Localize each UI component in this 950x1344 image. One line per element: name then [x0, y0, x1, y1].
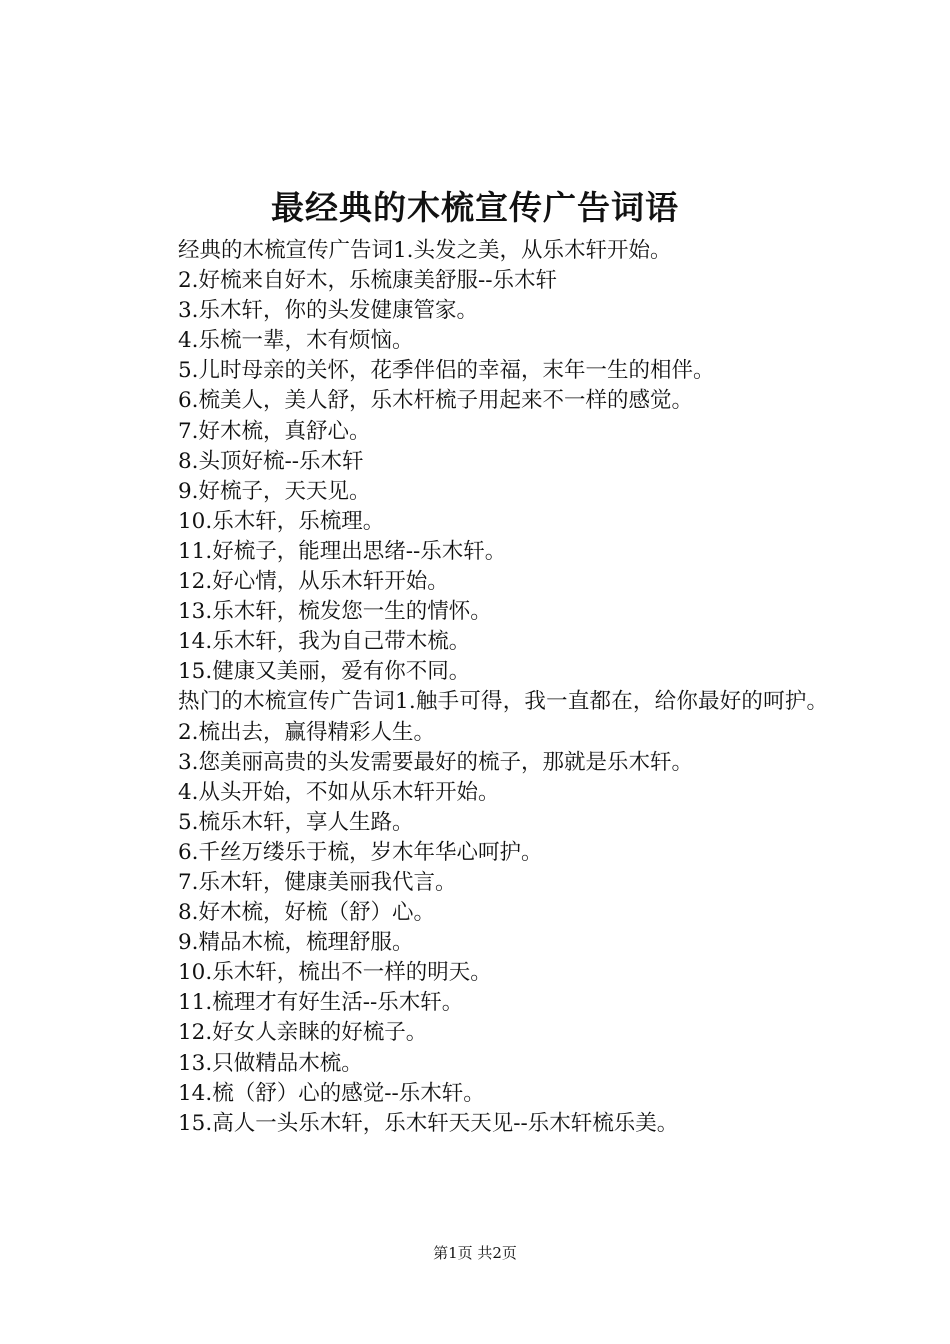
- list-item: 6.梳美人，美人舒，乐木杆梳子用起来不一样的感觉。: [178, 388, 694, 414]
- page-title: 最经典的木梳宣传广告词语: [271, 188, 679, 227]
- list-item: 8.好木梳，好梳（舒）心。: [178, 900, 436, 926]
- list-item: 4.乐梳一辈，木有烦恼。: [178, 328, 414, 354]
- section2-intro: 热门的木梳宣传广告词1.触手可得，我一直都在，给你最好的呵护。: [178, 689, 829, 715]
- list-item: 15.高人一头乐木轩，乐木轩天天见--乐木轩梳乐美。: [178, 1110, 679, 1136]
- page-footer: 第1页 共2页: [433, 1244, 517, 1262]
- section1-intro: 经典的木梳宣传广告词1.头发之美，从乐木轩开始。: [178, 238, 672, 263]
- list-item: 5.儿时母亲的关怀，花季伴侣的幸福，末年一生的相伴。: [178, 358, 715, 384]
- list-item: 4.从头开始，不如从乐木轩开始。: [178, 779, 500, 805]
- list-item: 12.好心情，从乐木轩开始。: [178, 569, 449, 595]
- list-item: 15.健康又美丽，爱有你不同。: [178, 659, 471, 685]
- list-item: 10.乐木轩，乐梳理。: [178, 508, 385, 534]
- document-body: [130, 236, 840, 1139]
- list-item: 7.好木梳，真舒心。: [178, 418, 371, 444]
- list-item: 3.您美丽高贵的头发需要最好的梳子，那就是乐木轩。: [178, 749, 694, 775]
- list-item: 8.头顶好梳--乐木轩: [178, 448, 364, 474]
- list-item: 11.好梳子，能理出思绪--乐木轩。: [178, 538, 507, 564]
- list-item: 11.梳理才有好生活--乐木轩。: [178, 990, 464, 1016]
- list-item: 5.梳乐木轩，享人生路。: [178, 809, 414, 835]
- list-item: 2.梳出去，赢得精彩人生。: [178, 719, 436, 745]
- list-item: 13.乐木轩，梳发您一生的情怀。: [178, 599, 492, 625]
- list-item: 9.好梳子，天天见。: [178, 478, 371, 504]
- list-item: 6.千丝万缕乐于梳，岁木年华心呵护。: [178, 839, 543, 865]
- list-item: 12.好女人亲睐的好梳子。: [178, 1020, 428, 1046]
- list-item: 14.乐木轩，我为自己带木梳。: [178, 629, 471, 655]
- list-item: 7.乐木轩，健康美丽我代言。: [178, 869, 457, 895]
- list-item: 9.精品木梳，梳理舒服。: [178, 930, 414, 956]
- list-item: 10.乐木轩，梳出不一样的明天。: [178, 960, 492, 986]
- list-item: 3.乐木轩，你的头发健康管家。: [178, 298, 479, 324]
- list-item: 2.好梳来自好木，乐梳康美舒服--乐木轩: [178, 268, 558, 294]
- list-item: 13.只做精品木梳。: [178, 1050, 363, 1076]
- list-item: 14.梳（舒）心的感觉--乐木轩。: [178, 1080, 485, 1106]
